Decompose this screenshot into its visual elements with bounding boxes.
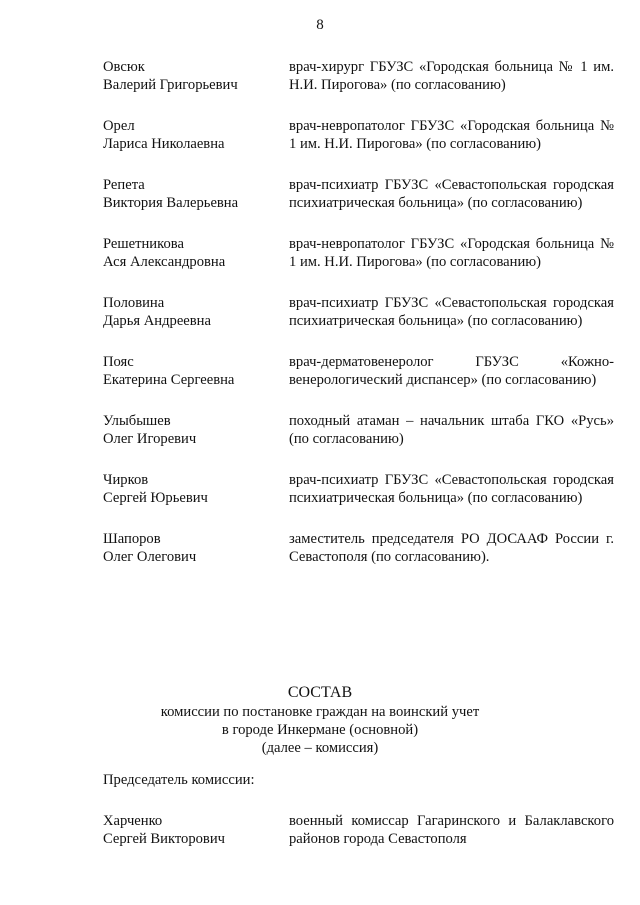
member-role [289,812,614,848]
member-entry [103,235,614,271]
member-name [103,117,289,153]
member-role-line: врач-психиатр ГБУЗС «Севастопольская [289,295,547,311]
member-given-names: Ася Александровна [103,254,226,270]
member-name [103,530,289,566]
member-role [289,530,614,566]
member-role-line: и Балаклавского районов города Севастополя [289,813,614,847]
member-role [289,58,614,94]
member-entry [103,471,614,507]
member-role-line: городская психиатрическая больница» [289,295,614,329]
member-entry [103,412,614,448]
section-subtitle-line: комиссии по постановке граждан на воинский учет [160,704,480,720]
member-role-line: городская психиатрическая больница» [289,472,614,506]
member-role-line: врач-хирург ГБУЗС «Городская больница № 1 [289,59,588,75]
member-role [289,117,614,153]
member-role-line: походный атаман – начальник штаба [289,413,530,429]
member-name [103,412,289,448]
member-role-line: заместитель председателя РО ДОСААФ России [289,531,600,547]
member-surname: Чирков [103,472,149,488]
member-given-names: Олег Игоревич [103,431,197,447]
member-role-line: (по согласованию) [467,490,583,506]
member-list [103,58,614,589]
member-role-line: г. Севастополя (по согласованию). [289,531,614,565]
member-role [289,353,614,389]
member-entry [103,530,614,566]
member-role-line: врач-психиатр ГБУЗС «Севастопольская [289,177,547,193]
member-role-line: (по согласованию) [467,313,583,329]
member-given-names: Валерий Григорьевич [103,77,238,93]
member-entry [103,353,614,389]
member-role-line: врач-невропатолог ГБУЗС «Городская больница [289,118,595,134]
member-role [289,412,614,448]
member-surname: Овсюк [103,59,145,75]
member-role-line: № 1 им. Н.И. Пирогова» (по согласованию) [289,236,614,270]
member-name [103,58,289,94]
member-name [103,176,289,212]
section-title: СОСТАВ [287,684,353,701]
member-role-line: военный комиссар Гагаринского [289,813,500,829]
member-entry [103,176,614,212]
member-role-line: им. Н.И. Пирогова» (по согласованию) [289,59,614,93]
chair-label: Председатель комиссии: [103,772,255,788]
member-entry [103,294,614,330]
section-subtitle-line: в городе Инкермане (основной) [221,722,419,738]
member-given-names: Олег Олегович [103,549,197,565]
member-entry [103,117,614,153]
commission-heading [0,684,640,757]
member-surname: Улыбышев [103,413,171,429]
member-given-names: Екатерина Сергеевна [103,372,235,388]
member-surname: Репета [103,177,145,193]
page-number: 8 [316,17,324,33]
member-role-line: венерологический диспансер» (по согласованию) [289,372,597,388]
member-surname: Шапоров [103,531,161,547]
member-role [289,235,614,271]
member-given-names: Сергей Викторович [103,831,225,847]
member-role-line: (по согласованию) [467,195,583,211]
member-name [103,353,289,389]
member-surname: Пояс [103,354,134,370]
member-role-line: врач-невропатолог ГБУЗС «Городская больница [289,236,595,252]
member-given-names: Дарья Андреевна [103,313,211,329]
member-role [289,294,614,330]
chair-entry [103,812,614,848]
member-role-line: № 1 им. Н.И. Пирогова» (по согласованию) [289,118,614,152]
section-subtitle-line: (далее – комиссия) [261,740,379,756]
member-surname: Харченко [103,813,163,829]
member-given-names: Сергей Юрьевич [103,490,208,506]
member-role [289,471,614,507]
member-name [103,235,289,271]
member-role-line: городская психиатрическая больница» [289,177,614,211]
member-role-line: ГКО «Русь» (по согласованию) [289,413,614,447]
member-name [103,471,289,507]
member-surname: Орел [103,118,135,134]
member-name [103,812,289,848]
member-role-line: врач-психиатр ГБУЗС «Севастопольская [289,472,547,488]
member-given-names: Виктория Валерьевна [103,195,239,211]
member-surname: Половина [103,295,165,311]
member-given-names: Лариса Николаевна [103,136,225,152]
member-role [289,176,614,212]
member-role-line: врач-дерматовенеролог ГБУЗС «Кожно- [289,354,614,370]
member-surname: Решетникова [103,236,184,252]
member-entry [103,58,614,94]
member-name [103,294,289,330]
